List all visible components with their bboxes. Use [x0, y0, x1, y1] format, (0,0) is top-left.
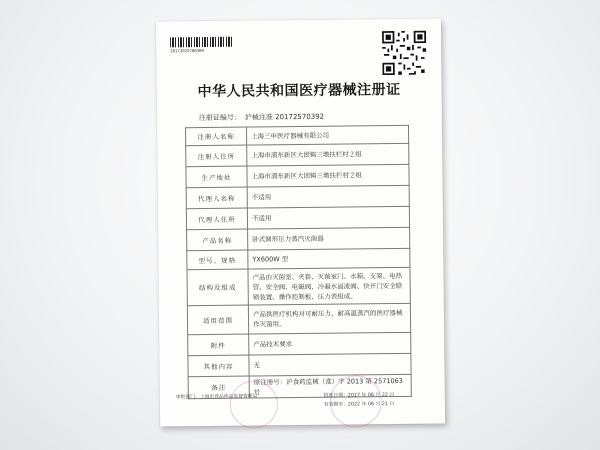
row-label: 注册人名称	[186, 127, 247, 146]
table-row	[186, 206, 409, 229]
row-label: 注册人住所	[186, 145, 247, 167]
table-row	[187, 267, 410, 305]
barcode-number: 20172025700369	[170, 48, 204, 54]
row-label: 代理人住所	[186, 208, 247, 230]
table-row	[186, 125, 409, 145]
row-label: 产品名称	[187, 229, 248, 251]
approving-department: 审批部门：上海市食品药品监督管理局	[175, 394, 258, 401]
row-value: 上海三申医疗器械有限公司	[246, 125, 408, 145]
row-value: 原注册号：沪食药监械（准）字 2013 第 2571063 号	[249, 374, 411, 398]
row-value: YX600W 型	[248, 248, 410, 269]
row-label: 其他内容	[188, 355, 249, 377]
certificate-sheet	[156, 19, 445, 427]
valid-until-date: 有效期至：2022 年 06 月 21 日	[323, 402, 395, 408]
row-label: 适用范围	[187, 305, 248, 335]
row-label: 代理人名称	[186, 187, 247, 209]
row-value: 卧式圆形压力蒸汽灭菌器	[248, 227, 410, 250]
table-row	[188, 332, 411, 355]
table-row	[188, 353, 411, 376]
registration-number	[199, 112, 328, 123]
row-value: 产品供医疗机构对可耐压力、耐高温蒸汽的医疗器械作灭菌用。	[248, 303, 410, 334]
row-value: 无	[249, 353, 411, 376]
approval-date: 批准日期：2017 年 06 月 22 日	[323, 393, 395, 399]
row-value: 上海市浦东新区大团镇三墩扶栏村２组	[247, 143, 409, 166]
row-label: 附件	[188, 334, 249, 356]
table-row	[187, 303, 410, 334]
barcode	[170, 37, 232, 48]
row-value: 上海市浦东新区大团镇三墩扶栏村２组	[247, 164, 409, 187]
info-table	[185, 125, 412, 399]
row-label: 备注	[188, 376, 249, 399]
qr-code-icon	[382, 31, 426, 75]
table-row	[187, 227, 410, 250]
document-title: 中华人民共和国医疗器械注册证	[197, 81, 401, 101]
table-row	[187, 248, 410, 269]
registration-number-label: 注册证编号：	[198, 113, 241, 123]
seal-stamp-left	[230, 380, 279, 429]
table-row	[186, 143, 409, 166]
row-value: 产品由灭菌室、夹套、灭菌室门、水箱、支架、电热管、安全阀、电磁阀、冷凝水溢流阀、快开门安全联锁装置、操作控制板、压力表组成。	[248, 267, 410, 305]
row-label: 生产地址	[186, 166, 247, 188]
row-value: 产品技术要求	[249, 332, 411, 355]
row-value: 不适用	[247, 185, 409, 208]
table-row	[186, 185, 409, 208]
row-label: 结构及组成	[187, 269, 248, 306]
row-label: 型号、规格	[187, 250, 248, 270]
row-value: 不适用	[247, 206, 409, 229]
registration-number-value: 沪械注准 20172570392	[244, 112, 325, 122]
table-row	[186, 164, 409, 187]
